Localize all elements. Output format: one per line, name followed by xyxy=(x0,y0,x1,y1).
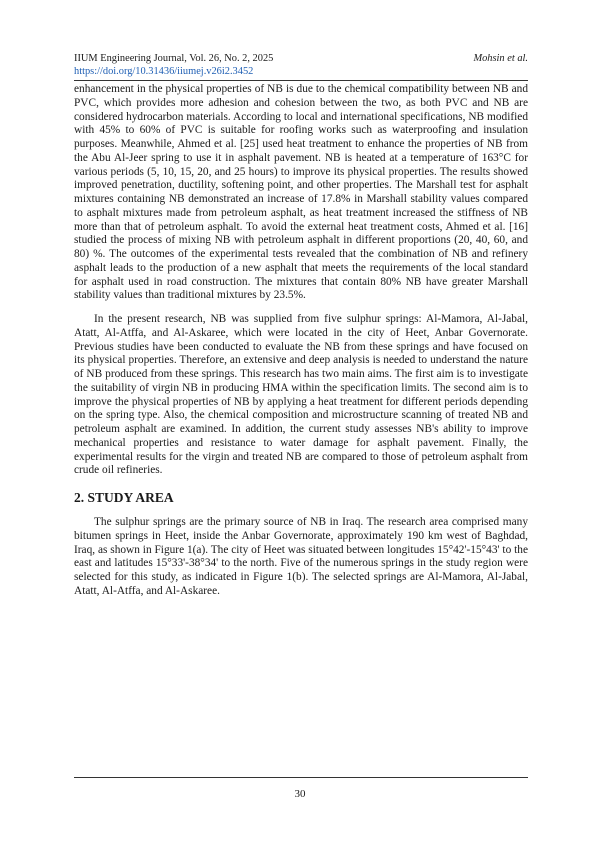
paragraph-2: In the present research, NB was supplied from five sulphur springs: Al-Mamora, Al-Jabal, Atatt, Al-Atffa, and Al-Askaree, which were located in the city of Heet, Anbar Governorate. Previous studies have been conducted to evaluate the NB from these springs and have focused on its physical properties. Therefore, an extensive and deep analysis is needed to understand the nature of NB produced from these springs. This research has two main aims. The first aim is to investigate the suitability of virgin NB in producing HMA within the specification limits. The second aim is to improve the physical properties of NB by applying a heat treatment for different periods depending on the spring type. Also, the chemical composition and microstructure scanning of treated NB and petroleum asphalt are examined. In addition, the current study assesses NB's ability to improve mechanical properties and resistance to water damage for asphalt pavement. Finally, the experimental results for the virgin and treated NB are compared to those of petroleum asphalt from crude oil refineries. xyxy=(74,313,528,477)
header-divider xyxy=(74,80,528,81)
paragraph-1: enhancement in the physical properties of NB is due to the chemical compatibility between NB and PVC, which provides more adhesion and cohesion between the two, as both PVC and NB are considered hydrocarbon materials. According to local and international specifications, NB modified with 45% to 60% of PVC is suitable for roofing works such as waterproofing and insulation purposes. Meanwhile, Ahmed et al. [25] used heat treatment to enhance the properties of NB from the Abu Al-Jeer spring to use it in asphalt pavement. NB is heated at a temperature of 163°C for various periods (5, 10, 15, 20, and 25 hours) to improve its physical properties. The results showed improved penetration, ductility, softening point, and other properties. The Marshall test for asphalt mixtures containing NB demonstrated an increase of 17.8% in Marshall stability values compared to asphalt mixtures made from petroleum asphalt, as heat treatment increased the stiffness of NB more than that of petroleum asphalt. To avoid the external heat treatment costs, Ahmed et al. [16] studied the process of mixing NB with petroleum asphalt in different proportions (20, 40, 60, and 80) %. The outcomes of the experimental tests revealed that the combination of NB and refinery asphalt leads to the production of a new asphalt that meets the requirements of the local standard for asphalt used in road construction. The mixtures that contain 80% NB have greater Marshall stability values than traditional mixtures by 23.5%. xyxy=(74,83,528,302)
journal-citation: IIUM Engineering Journal, Vol. 26, No. 2, 2025 xyxy=(74,53,274,64)
doi-link[interactable]: https://doi.org/10.31436/iiumej.v26i2.3452 xyxy=(74,66,254,77)
article-body xyxy=(74,83,528,599)
running-authors: Mohsin et al. xyxy=(473,53,528,64)
paragraph-3: The sulphur springs are the primary source of NB in Iraq. The research area comprised many bitumen springs in Heet, inside the Anbar Governorate, approximately 190 km west of Baghdad, Iraq, as shown in Figure 1(a). The city of Heet was situated between longitudes 15°42'-15°43' to the east and latitudes 15°33'-38°34' to the north. Five of the numerous springs in the study region were selected for this study, as indicated in Figure 1(b). The selected springs are Al-Mamora, Al-Jabal, Atatt, Al-Atffa, and Al-Askaree. xyxy=(74,516,528,597)
footer-divider xyxy=(74,777,528,778)
page-number: 30 xyxy=(294,788,306,800)
section-heading-study-area: 2. STUDY AREA xyxy=(74,490,174,505)
header-row xyxy=(74,52,528,65)
page-header xyxy=(74,52,528,78)
